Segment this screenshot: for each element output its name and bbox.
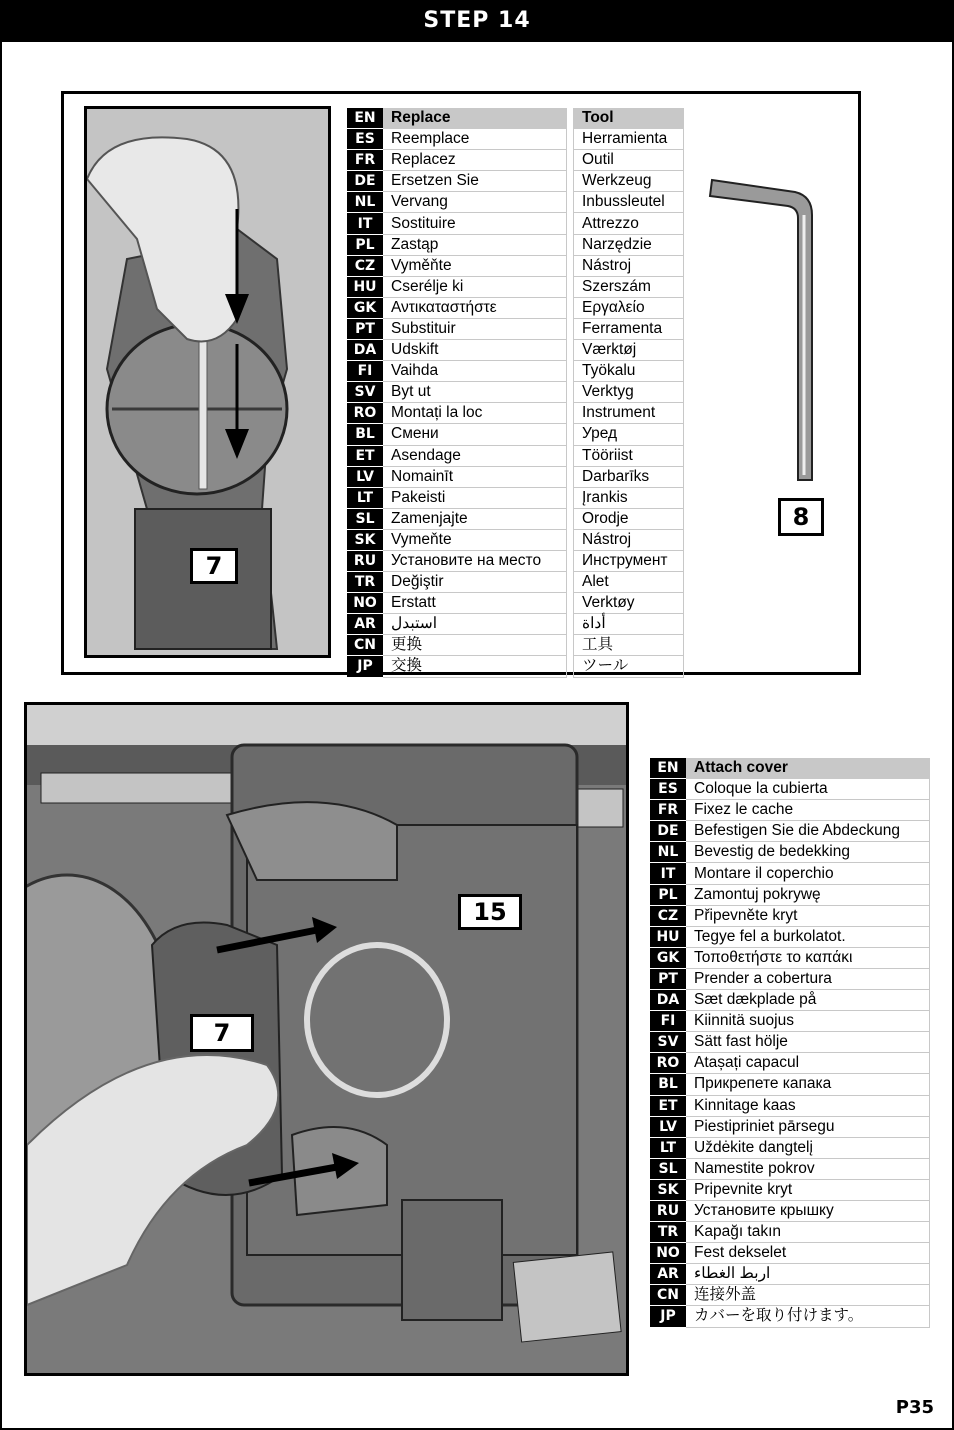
tool-translation: Orodje <box>573 509 684 530</box>
lang-code: AR <box>650 1264 686 1285</box>
lang-code: PL <box>347 235 383 256</box>
lang-code: BL <box>650 1074 686 1095</box>
lang-code: RU <box>347 551 383 572</box>
translation-text: Byt ut <box>383 382 567 403</box>
table-row <box>650 842 930 863</box>
photo-attach-cover-illustration <box>27 705 626 1373</box>
tool-header: Tool <box>573 108 684 129</box>
translation-text: Montați la loc <box>383 403 567 424</box>
translation-text: Fixez le cache <box>686 800 930 821</box>
lang-code: CN <box>347 635 383 656</box>
translation-text: Udskift <box>383 340 567 361</box>
translation-text: Vyměňte <box>383 256 567 277</box>
translation-text: Sæt dækplade på <box>686 990 930 1011</box>
translation-text: Kiinnitä suojus <box>686 1011 930 1032</box>
photo-attach-cover <box>24 702 629 1376</box>
lang-code: DE <box>650 821 686 842</box>
table-row <box>347 467 567 488</box>
table-row <box>573 530 684 551</box>
table-row <box>650 779 930 800</box>
table-row <box>347 424 567 445</box>
lang-code: GK <box>650 948 686 969</box>
table-row <box>573 656 684 677</box>
table-row <box>650 800 930 821</box>
tool-translation: أداة <box>573 614 684 635</box>
translation-text: Coloque la cubierta <box>686 779 930 800</box>
translation-text: 更换 <box>383 635 567 656</box>
lang-code: GK <box>347 298 383 319</box>
table-row <box>347 614 567 635</box>
lang-code: DE <box>347 171 383 192</box>
table-row <box>650 927 930 948</box>
table-row <box>573 361 684 382</box>
tool-translation: Narzędzie <box>573 235 684 256</box>
tool-translation: Verktyg <box>573 382 684 403</box>
lang-code: PL <box>650 885 686 906</box>
translation-text: カバーを取り付けます。 <box>686 1306 930 1327</box>
lang-code: DA <box>650 990 686 1011</box>
table-row <box>347 551 567 572</box>
lang-code: ET <box>650 1096 686 1117</box>
tool-translation: Szerszám <box>573 277 684 298</box>
allen-key-icon <box>700 170 830 490</box>
attach-header: Attach cover <box>686 758 930 779</box>
lang-code: HU <box>347 277 383 298</box>
lang-code: NO <box>347 593 383 614</box>
replace-table-header <box>347 108 567 129</box>
table-row <box>650 885 930 906</box>
table-row <box>650 1306 930 1327</box>
translation-text: Bevestig de bedekking <box>686 842 930 863</box>
table-row <box>347 171 567 192</box>
translation-text: Reemplace <box>383 129 567 150</box>
table-row <box>347 403 567 424</box>
part-15-label: 15 <box>458 894 522 930</box>
lang-code: EN <box>347 108 383 129</box>
table-row <box>573 213 684 234</box>
tool-translation: Outil <box>573 150 684 171</box>
translation-text: Piestipriniet pārsegu <box>686 1117 930 1138</box>
lang-code: SV <box>650 1032 686 1053</box>
table-row <box>650 1032 930 1053</box>
attach-table <box>650 758 930 1328</box>
translation-text: Kinnitage kaas <box>686 1096 930 1117</box>
tool-translation: Attrezzo <box>573 213 684 234</box>
translation-text: Vervang <box>383 192 567 213</box>
table-row <box>650 1264 930 1285</box>
part-8-label: 8 <box>778 498 824 536</box>
table-row <box>347 593 567 614</box>
table-row <box>650 1201 930 1222</box>
tool-translation: Værktøj <box>573 340 684 361</box>
lang-code: CZ <box>650 906 686 927</box>
lang-code: SL <box>347 509 383 530</box>
tool-translation: Werkzeug <box>573 171 684 192</box>
lang-code: FI <box>347 361 383 382</box>
translation-text: اربط الغطاء <box>686 1264 930 1285</box>
translation-text: Cserélje ki <box>383 277 567 298</box>
table-row <box>650 1011 930 1032</box>
table-row <box>573 467 684 488</box>
table-row <box>573 235 684 256</box>
lang-code: NL <box>347 192 383 213</box>
table-row <box>650 1117 930 1138</box>
table-row <box>347 213 567 234</box>
lang-code: RO <box>650 1053 686 1074</box>
table-row <box>347 256 567 277</box>
table-row <box>573 593 684 614</box>
translation-text: Fest dekselet <box>686 1243 930 1264</box>
tool-translation: Tööriist <box>573 446 684 467</box>
table-row <box>573 614 684 635</box>
table-row <box>573 382 684 403</box>
translation-text: Τοποθετήστε το καπάκι <box>686 948 930 969</box>
table-row <box>573 635 684 656</box>
lang-code: SV <box>347 382 383 403</box>
translation-text: Pripevnite kryt <box>686 1180 930 1201</box>
lang-code: SL <box>650 1159 686 1180</box>
table-row <box>573 150 684 171</box>
tool-translation: Verktøy <box>573 593 684 614</box>
tool-translation: Nástroj <box>573 256 684 277</box>
tool-table-header <box>573 108 684 129</box>
part-7-label-bottom: 7 <box>190 1014 254 1052</box>
table-row <box>573 171 684 192</box>
table-row <box>347 572 567 593</box>
translation-text: Vymeňte <box>383 530 567 551</box>
lang-code: AR <box>347 614 383 635</box>
lang-code: JP <box>347 656 383 677</box>
table-row <box>573 572 684 593</box>
lang-code: FR <box>650 800 686 821</box>
table-row <box>573 488 684 509</box>
translation-text: Připevněte kryt <box>686 906 930 927</box>
translation-text: Ersetzen Sie <box>383 171 567 192</box>
translation-text: Vaihda <box>383 361 567 382</box>
translation-text: Sostituire <box>383 213 567 234</box>
table-row <box>650 1096 930 1117</box>
lang-code: LT <box>650 1138 686 1159</box>
translation-text: Zamontuj pokrywę <box>686 885 930 906</box>
translation-text: Replacez <box>383 150 567 171</box>
translation-text: Atașați capacul <box>686 1053 930 1074</box>
translation-text: Прикрепете капака <box>686 1074 930 1095</box>
table-row <box>650 1074 930 1095</box>
tool-translation: Ferramenta <box>573 319 684 340</box>
table-row <box>347 150 567 171</box>
table-row <box>573 129 684 150</box>
table-row <box>650 1180 930 1201</box>
table-row <box>650 1222 930 1243</box>
translation-text: 连接外盖 <box>686 1285 930 1306</box>
lang-code: ET <box>347 446 383 467</box>
table-row <box>347 509 567 530</box>
translation-text: Установите крышку <box>686 1201 930 1222</box>
table-row <box>347 635 567 656</box>
translation-text: Substituir <box>383 319 567 340</box>
translation-text: Tegye fel a burkolatot. <box>686 927 930 948</box>
translation-text: Nomainīt <box>383 467 567 488</box>
tool-table <box>573 108 684 678</box>
table-row <box>650 1053 930 1074</box>
lang-code: SK <box>650 1180 686 1201</box>
translation-text: Zamenjajte <box>383 509 567 530</box>
lang-code: LT <box>347 488 383 509</box>
table-row <box>573 277 684 298</box>
translation-text: 交換 <box>383 656 567 677</box>
lang-code: CN <box>650 1285 686 1306</box>
lang-code: SK <box>347 530 383 551</box>
part-7-label: 7 <box>190 548 238 584</box>
table-row <box>650 969 930 990</box>
translation-text: Erstatt <box>383 593 567 614</box>
step-title: STEP 14 <box>2 2 952 42</box>
table-row <box>573 403 684 424</box>
table-row <box>347 235 567 256</box>
lang-code: PT <box>347 319 383 340</box>
tool-translation: Инструмент <box>573 551 684 572</box>
translation-text: استبدل <box>383 614 567 635</box>
tool-translation: Darbarīks <box>573 467 684 488</box>
translation-text: Uždėkite dangtelį <box>686 1138 930 1159</box>
lang-code: ES <box>347 129 383 150</box>
translation-text: Befestigen Sie die Abdeckung <box>686 821 930 842</box>
lang-code: ES <box>650 779 686 800</box>
translation-text: Değiştir <box>383 572 567 593</box>
table-row <box>347 530 567 551</box>
table-row <box>573 551 684 572</box>
translation-text: Namestite pokrov <box>686 1159 930 1180</box>
table-row <box>573 192 684 213</box>
tool-translation: Herramienta <box>573 129 684 150</box>
lang-code: HU <box>650 927 686 948</box>
lang-code: NO <box>650 1243 686 1264</box>
table-row <box>650 1159 930 1180</box>
table-row <box>347 298 567 319</box>
lang-code: IT <box>650 863 686 884</box>
tool-translation: Instrument <box>573 403 684 424</box>
table-row <box>347 129 567 150</box>
tool-translation: Įrankis <box>573 488 684 509</box>
lang-code: LV <box>650 1117 686 1138</box>
replace-table <box>347 108 567 678</box>
tool-translation: ツール <box>573 656 684 677</box>
table-row <box>650 1243 930 1264</box>
translation-text: Sätt fast hölje <box>686 1032 930 1053</box>
page-number: P35 <box>895 1397 934 1418</box>
lang-code: TR <box>650 1222 686 1243</box>
table-row <box>650 1285 930 1306</box>
translation-text: Смени <box>383 424 567 445</box>
lang-code: EN <box>650 758 686 779</box>
table-row <box>573 340 684 361</box>
lang-code: PT <box>650 969 686 990</box>
table-row <box>347 319 567 340</box>
tool-translation: Työkalu <box>573 361 684 382</box>
lang-code: CZ <box>347 256 383 277</box>
table-row <box>347 488 567 509</box>
table-row <box>650 1138 930 1159</box>
translation-text: Kapağı takın <box>686 1222 930 1243</box>
table-row <box>650 906 930 927</box>
lang-code: LV <box>347 467 383 488</box>
translation-text: Asendage <box>383 446 567 467</box>
tool-translation: Alet <box>573 572 684 593</box>
table-row <box>347 340 567 361</box>
table-row <box>573 256 684 277</box>
lang-code: TR <box>347 572 383 593</box>
table-row <box>650 990 930 1011</box>
tool-translation: Уред <box>573 424 684 445</box>
tool-translation: Inbussleutel <box>573 192 684 213</box>
table-row <box>573 298 684 319</box>
table-row <box>347 361 567 382</box>
translation-text: Prender a cobertura <box>686 969 930 990</box>
tool-translation: Εργαλείο <box>573 298 684 319</box>
tool-translation: Nástroj <box>573 530 684 551</box>
table-row <box>347 277 567 298</box>
table-row <box>347 382 567 403</box>
lang-code: FI <box>650 1011 686 1032</box>
lang-code: NL <box>650 842 686 863</box>
lang-code: RU <box>650 1201 686 1222</box>
translation-text: Pakeisti <box>383 488 567 509</box>
lang-code: JP <box>650 1306 686 1327</box>
table-row <box>347 656 567 677</box>
translation-text: Zastąp <box>383 235 567 256</box>
translation-text: Установите на место <box>383 551 567 572</box>
table-row <box>573 446 684 467</box>
table-row <box>650 948 930 969</box>
lang-code: FR <box>347 150 383 171</box>
lang-code: IT <box>347 213 383 234</box>
lang-code: BL <box>347 424 383 445</box>
table-row <box>650 863 930 884</box>
table-row <box>347 192 567 213</box>
translation-text: Αντικαταστήστε <box>383 298 567 319</box>
table-row <box>573 319 684 340</box>
tool-translation: 工具 <box>573 635 684 656</box>
lang-code: DA <box>347 340 383 361</box>
table-row <box>573 424 684 445</box>
translation-text: Montare il coperchio <box>686 863 930 884</box>
table-row <box>573 509 684 530</box>
lang-code: RO <box>347 403 383 424</box>
replace-header: Replace <box>383 108 567 129</box>
table-row <box>347 446 567 467</box>
table-row <box>650 821 930 842</box>
attach-table-header <box>650 758 930 779</box>
